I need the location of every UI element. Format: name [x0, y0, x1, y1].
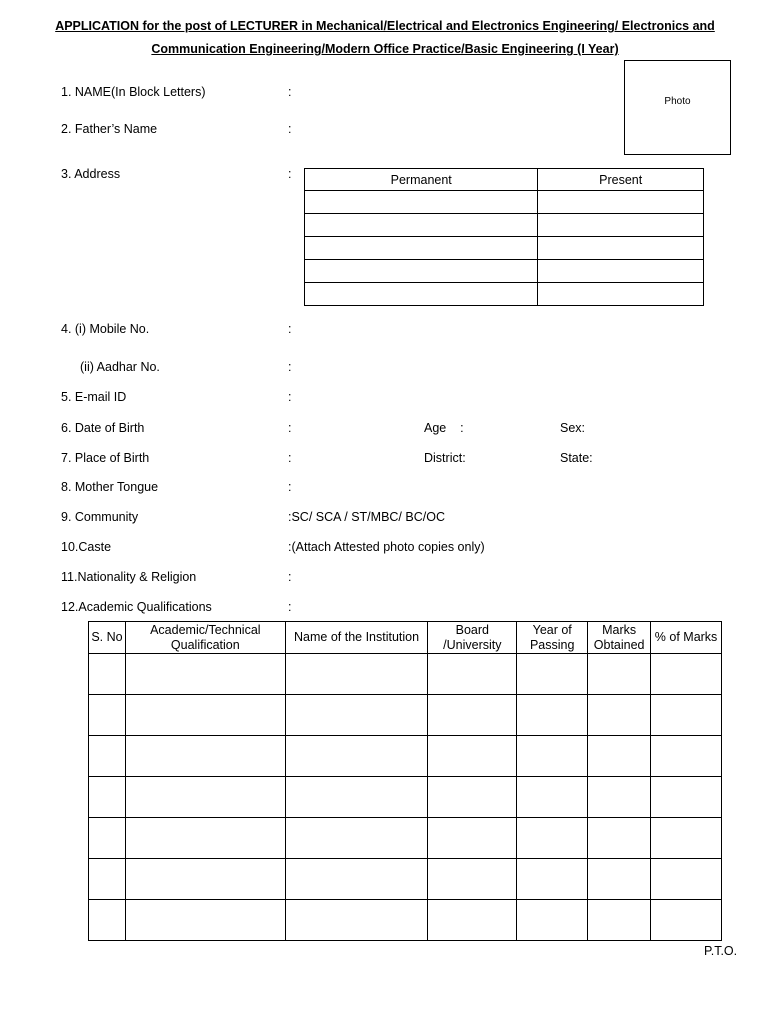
- academic-header-sno: S. No: [89, 622, 126, 654]
- mobile-label: 4. (i) Mobile No.: [61, 322, 150, 336]
- dob-colon: :: [288, 421, 292, 435]
- table-cell: [428, 900, 517, 941]
- nationality-label: 11.Nationality & Religion: [61, 570, 197, 584]
- table-cell: [651, 777, 722, 818]
- address-cell: [305, 191, 538, 214]
- table-row: [89, 859, 722, 900]
- table-cell: [588, 818, 651, 859]
- table-cell: [428, 818, 517, 859]
- academic-header-qualification: Academic/Technical Qualification: [125, 622, 285, 654]
- form-title-line-1: APPLICATION for the post of LECTURER in Mechanical/Electrical and Electronics Engineering/ Electronics and: [55, 19, 715, 33]
- table-cell: [285, 777, 428, 818]
- table-cell: [285, 900, 428, 941]
- table-cell: [125, 859, 285, 900]
- photo-box: [624, 60, 731, 155]
- address-cell: [305, 237, 538, 260]
- academic-header-marks: Marks Obtained: [588, 622, 651, 654]
- table-row: [89, 818, 722, 859]
- address-table: [304, 168, 704, 306]
- table-cell: [428, 695, 517, 736]
- table-cell: [428, 859, 517, 900]
- address-cell: [538, 214, 704, 237]
- academic-table: [88, 621, 722, 941]
- table-row: [89, 777, 722, 818]
- table-cell: [517, 818, 588, 859]
- table-cell: [588, 695, 651, 736]
- aadhar-colon: :: [288, 360, 292, 374]
- table-cell: [517, 859, 588, 900]
- address-header-present: Present: [538, 169, 704, 191]
- academic-table-body: [89, 654, 722, 941]
- table-cell: [125, 695, 285, 736]
- mother-tongue-colon: :: [288, 480, 292, 494]
- table-cell: [651, 900, 722, 941]
- table-cell: [89, 777, 126, 818]
- table-cell: [588, 777, 651, 818]
- table-cell: [651, 654, 722, 695]
- table-cell: [428, 777, 517, 818]
- father-name-colon: :: [288, 122, 292, 136]
- address-cell: [305, 283, 538, 306]
- form-title-line-2: Communication Engineering/Modern Office Practice/Basic Engineering (I Year): [151, 42, 619, 56]
- pob-colon: :: [288, 451, 292, 465]
- table-cell: [517, 654, 588, 695]
- table-cell: [89, 818, 126, 859]
- table-cell: [285, 859, 428, 900]
- address-row: [305, 283, 704, 306]
- table-cell: [517, 900, 588, 941]
- academic-header-board: Board /University: [428, 622, 517, 654]
- table-cell: [285, 818, 428, 859]
- table-cell: [125, 818, 285, 859]
- table-cell: [89, 859, 126, 900]
- address-row: [305, 260, 704, 283]
- table-cell: [588, 900, 651, 941]
- name-colon: :: [288, 85, 292, 99]
- table-cell: [89, 900, 126, 941]
- nationality-colon: :: [288, 570, 292, 584]
- table-cell: [285, 654, 428, 695]
- community-options: :SC/ SCA / ST/MBC/ BC/OC: [288, 510, 445, 524]
- email-label: 5. E-mail ID: [61, 390, 127, 404]
- pto-label: P.T.O.: [704, 944, 738, 958]
- table-cell: [428, 654, 517, 695]
- address-cell: [305, 260, 538, 283]
- table-cell: [125, 900, 285, 941]
- address-label: 3. Address: [61, 167, 121, 181]
- table-cell: [89, 736, 126, 777]
- academic-header-institution: Name of the Institution: [285, 622, 428, 654]
- table-cell: [89, 654, 126, 695]
- academic-header-year: Year of Passing: [517, 622, 588, 654]
- sex-label: Sex:: [560, 421, 586, 435]
- address-header-permanent: Permanent: [305, 169, 538, 191]
- address-cell: [538, 191, 704, 214]
- table-cell: [651, 859, 722, 900]
- address-row: [305, 191, 704, 214]
- address-cell: [538, 260, 704, 283]
- table-cell: [517, 695, 588, 736]
- pob-label: 7. Place of Birth: [61, 451, 150, 465]
- table-cell: [651, 818, 722, 859]
- table-cell: [588, 654, 651, 695]
- mobile-colon: :: [288, 322, 292, 336]
- table-cell: [285, 695, 428, 736]
- photo-label: Photo: [664, 96, 691, 107]
- table-cell: [588, 859, 651, 900]
- email-colon: :: [288, 390, 292, 404]
- name-label: 1. NAME(In Block Letters): [61, 85, 206, 99]
- table-cell: [428, 736, 517, 777]
- age-label: Age :: [424, 421, 464, 435]
- academic-label: 12.Academic Qualifications: [61, 600, 212, 614]
- address-cell: [538, 237, 704, 260]
- father-name-label: 2. Father’s Name: [61, 122, 158, 136]
- table-cell: [517, 777, 588, 818]
- table-cell: [285, 736, 428, 777]
- address-row: [305, 237, 704, 260]
- table-row: [89, 900, 722, 941]
- caste-note: :(Attach Attested photo copies only): [288, 540, 485, 554]
- state-label: State:: [560, 451, 593, 465]
- aadhar-label: (ii) Aadhar No.: [80, 360, 160, 374]
- table-row: [89, 654, 722, 695]
- address-row: [305, 214, 704, 237]
- table-cell: [651, 695, 722, 736]
- caste-label: 10.Caste: [61, 540, 112, 554]
- table-cell: [125, 736, 285, 777]
- dob-label: 6. Date of Birth: [61, 421, 145, 435]
- table-row: [89, 736, 722, 777]
- academic-header-percent: % of Marks: [651, 622, 722, 654]
- mother-tongue-label: 8. Mother Tongue: [61, 480, 159, 494]
- table-cell: [651, 736, 722, 777]
- table-cell: [588, 736, 651, 777]
- table-cell: [125, 777, 285, 818]
- table-cell: [517, 736, 588, 777]
- table-cell: [125, 654, 285, 695]
- district-label: District:: [424, 451, 466, 465]
- academic-colon: :: [288, 600, 292, 614]
- community-label: 9. Community: [61, 510, 139, 524]
- address-cell: [538, 283, 704, 306]
- table-row: [89, 695, 722, 736]
- table-cell: [89, 695, 126, 736]
- address-cell: [305, 214, 538, 237]
- address-colon: :: [288, 167, 292, 181]
